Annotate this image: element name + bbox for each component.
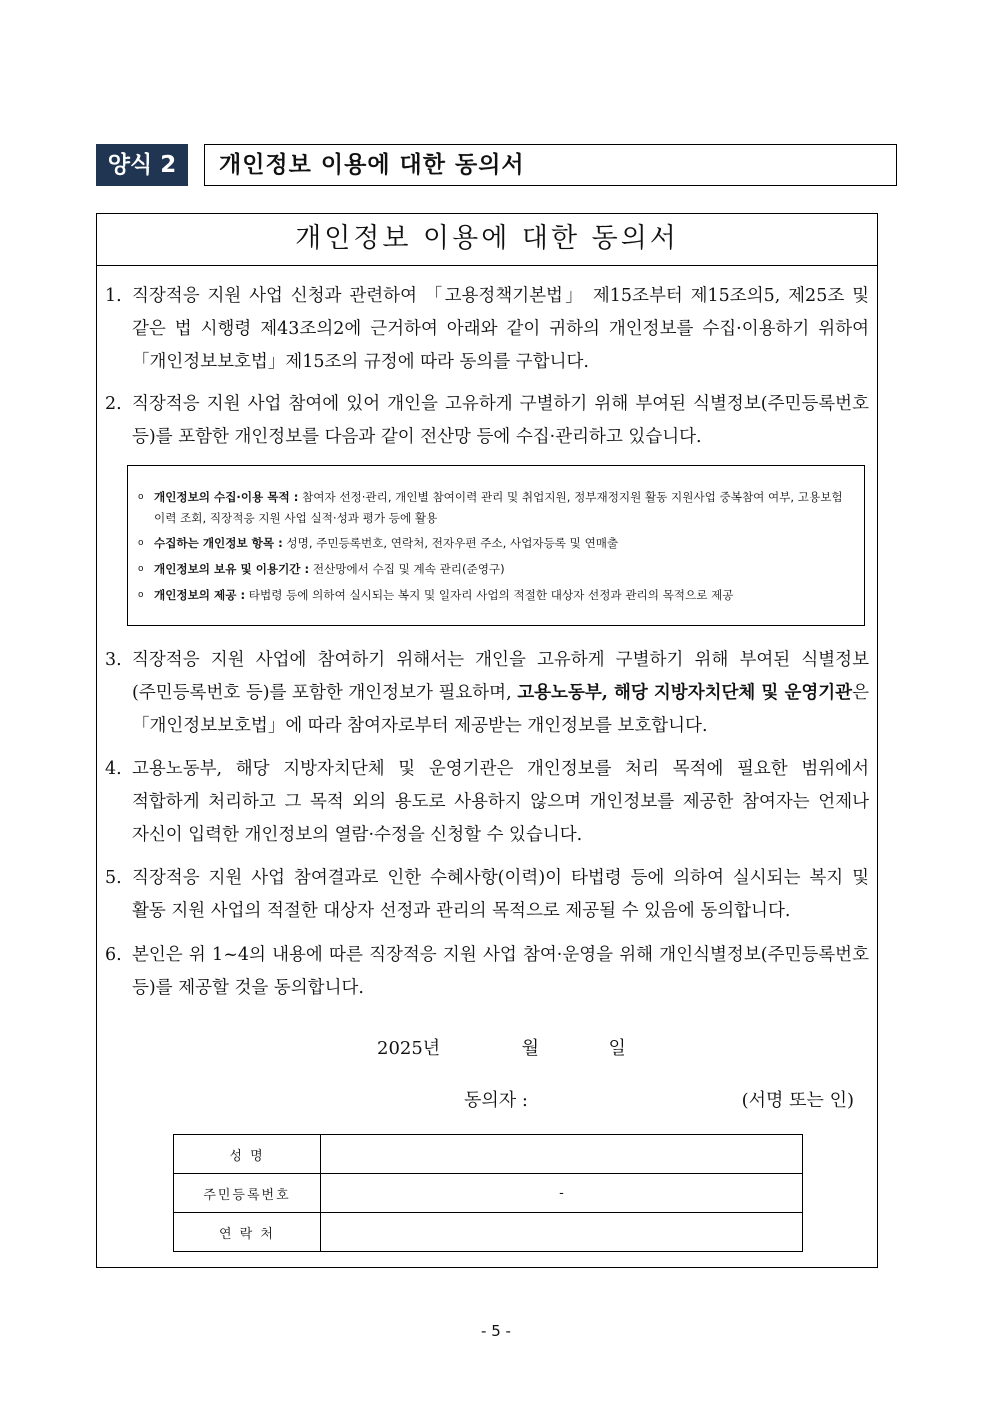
name-field[interactable]	[321, 1135, 803, 1174]
name-label: 성 명	[174, 1135, 321, 1174]
date-month: 월	[521, 1038, 540, 1059]
clause-2	[105, 388, 869, 454]
clause-5	[105, 862, 869, 928]
form-number-badge: 양식 2	[96, 144, 188, 186]
clause-number: 3.	[105, 650, 122, 670]
clause-6	[105, 939, 869, 1005]
info-text: 전산망에서 수집 및 계속 관리(준영구)	[309, 562, 505, 576]
date-line	[377, 1034, 626, 1060]
clause-4	[105, 753, 869, 852]
circle-bullet-icon: o	[138, 538, 144, 548]
consent-document	[96, 213, 878, 1268]
form-header	[96, 144, 897, 186]
clause-text-bold: 고용노동부, 해당 지방자치단체 및 운영기관	[517, 683, 853, 703]
info-text: 참여자 선정·관리, 개인별 참여이력 관리 및 취업지원, 정부재정지원 활동 지원사업 중복참여 여부, 고용보험 이력 조회, 직장적응 지원 사업 실적·성과 평가 등에 활용	[154, 490, 843, 525]
clause-text-part: 은「개인정보보호법」에 따라 참여자로부터 제공받는 개인정보를 보호합니다.	[132, 683, 869, 736]
form-title: 개인정보 이용에 대한 동의서	[204, 144, 897, 186]
clause-text	[105, 644, 869, 743]
circle-bullet-icon: o	[138, 590, 144, 600]
clause-number: 6.	[105, 945, 122, 965]
contact-field[interactable]	[321, 1213, 803, 1252]
collection-info-box	[127, 465, 865, 626]
clause-text: 직장적응 지원 사업 참여에 있어 개인을 고유하게 구별하기 위해 부여된 식별정보(주민등록번호 등)를 포함한 개인정보를 다음과 같이 전산망 등에 수집·관리하고 있습니다.	[132, 394, 869, 447]
info-label: 개인정보의 제공 :	[154, 588, 246, 602]
clause-number: 1.	[105, 286, 122, 306]
info-text: 성명, 주민등록번호, 연락처, 전자우편 주소, 사업자등록 및 연매출	[282, 536, 619, 550]
consenter-line	[464, 1086, 854, 1112]
circle-bullet-icon: o	[138, 564, 144, 574]
clause-text: 고용노동부, 해당 지방자치단체 및 운영기관은 개인정보를 처리 목적에 필요한 범위에서 적합하게 처리하고 그 목적 외의 용도로 사용하지 않으며 개인정보를 제공한 참여자는 언제나 자신이 입력한 개인정보의 열람·수정을 신청할 수 있습니다.	[132, 759, 869, 845]
page-number: - 5 -	[481, 1322, 511, 1340]
signature-label: (서명 또는 인)	[741, 1090, 854, 1111]
clause-number: 5.	[105, 868, 122, 888]
clause-number: 2.	[105, 394, 122, 414]
info-label: 개인정보의 보유 및 이용기간 :	[154, 562, 310, 576]
info-label: 수집하는 개인정보 항목 :	[154, 536, 283, 550]
circle-bullet-icon: o	[138, 492, 144, 502]
clause-1	[105, 280, 869, 379]
info-text: 타법령 등에 의하여 실시되는 복지 및 일자리 사업의 적절한 대상자 선정과 관리의 목적으로 제공	[245, 588, 734, 602]
date-day: 일	[608, 1038, 626, 1059]
resident-number-field[interactable]: -	[321, 1174, 803, 1213]
resident-number-label: 주민등록번호	[174, 1174, 321, 1213]
clause-text: 직장적응 지원 사업 참여결과로 인한 수혜사항(이력)이 타법령 등에 의하여 실시되는 복지 및 활동 지원 사업의 적절한 대상자 선정과 관리의 목적으로 제공될 수 있음에 동의합니다.	[132, 868, 869, 921]
clause-number: 4.	[105, 759, 122, 779]
info-item-fields	[138, 533, 858, 554]
info-label: 개인정보의 수집·이용 목적 :	[154, 490, 299, 504]
info-item-purpose	[138, 487, 858, 529]
info-item-retention	[138, 559, 858, 580]
consenter-label: 동의자 :	[464, 1090, 528, 1111]
contact-label: 연 락 처	[174, 1213, 321, 1252]
info-item-provision	[138, 585, 858, 606]
clause-text-part: 직장적응 지원 사업에 참여하기 위해서는 개인을 고유하게 구별하기 위해 부여된 식별정보(주민등록번호 등)를 포함한 개인정보가 필요하며,	[132, 650, 869, 703]
signer-info-table	[173, 1134, 803, 1252]
table-row	[174, 1213, 803, 1252]
document-title: 개인정보 이용에 대한 동의서	[97, 214, 877, 266]
table-row	[174, 1174, 803, 1213]
clause-3	[105, 644, 869, 743]
clause-text: 직장적응 지원 사업 신청과 관련하여 「고용정책기본법」 제15조부터 제15조의5, 제25조 및 같은 법 시행령 제43조의2에 근거하여 아래와 같이 귀하의 개인정보를 수집·이용하기 위하여「개인정보보호법」제15조의 규정에 따라 동의를 구합니다.	[132, 286, 869, 372]
date-year: 2025년	[377, 1038, 441, 1059]
clause-text: 본인은 위 1~4의 내용에 따른 직장적응 지원 사업 참여·운영을 위해 개인식별정보(주민등록번호 등)를 제공할 것을 동의합니다.	[132, 945, 869, 998]
table-row	[174, 1135, 803, 1174]
